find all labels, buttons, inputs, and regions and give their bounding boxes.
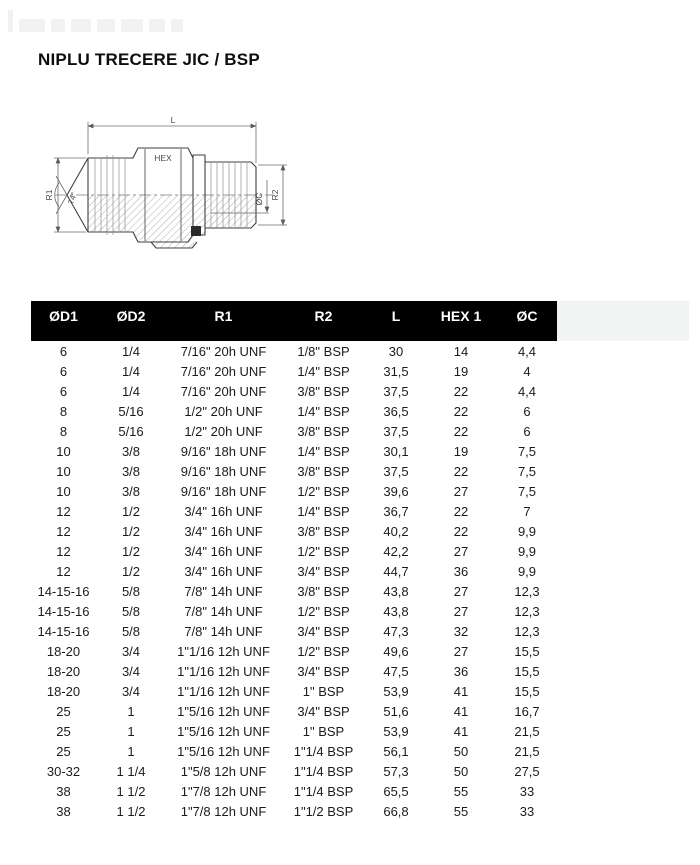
table-cell: 4 <box>523 363 531 379</box>
table-cell: 18-20 <box>46 663 81 679</box>
table-row <box>31 361 558 381</box>
table-cell: 1/4" BSP <box>297 403 350 419</box>
table-cell: 9,9 <box>517 523 537 539</box>
table-cell: 22 <box>453 403 469 419</box>
table-cell: 3/8 <box>121 443 141 459</box>
table-cell: 1"1/4 BSP <box>293 783 354 799</box>
table-row <box>31 341 558 361</box>
table-cell: 3/4" BSP <box>297 563 350 579</box>
table-cell: 10 <box>56 443 71 459</box>
table-cell: 1"1/16 12h UNF <box>177 643 270 659</box>
table-cell: 4,4 <box>517 383 537 399</box>
table-row <box>31 501 558 521</box>
table-cell: 7/8" 14h UNF <box>184 583 263 599</box>
table-cell: 36,5 <box>383 403 409 419</box>
table-cell: 14-15-16 <box>37 623 90 639</box>
watermark-logo <box>8 10 183 32</box>
table-cell: 16,7 <box>514 703 540 719</box>
table-cell: 1/4" BSP <box>297 363 350 379</box>
table-row <box>31 481 558 501</box>
table-cell: 50 <box>453 763 469 779</box>
table-cell: 27 <box>453 483 469 499</box>
table-cell: 1/4 <box>121 363 141 379</box>
table-cell: 10 <box>56 483 71 499</box>
table-cell: 6 <box>523 403 531 419</box>
table-cell: 22 <box>453 463 469 479</box>
table-cell: 22 <box>453 383 469 399</box>
table-cell: 12,3 <box>514 603 540 619</box>
dim-label-R1: R1 <box>44 189 54 201</box>
table-cell: 25 <box>56 743 71 759</box>
table-cell: 19 <box>453 363 469 379</box>
table-cell: 27 <box>453 603 469 619</box>
table-cell: 6 <box>523 423 531 439</box>
table-cell: 57,3 <box>383 763 409 779</box>
table-cell: 3/8" BSP <box>297 383 350 399</box>
table-cell: 14 <box>453 343 469 359</box>
table-cell: 12,3 <box>514 583 540 599</box>
table-cell: 3/4" BSP <box>297 623 350 639</box>
table-cell: 39,6 <box>383 483 409 499</box>
table-cell: 1"7/8 12h UNF <box>180 783 267 799</box>
table-cell: 38 <box>56 783 71 799</box>
table-cell: 55 <box>453 803 469 819</box>
table-cell: 3/4" BSP <box>297 703 350 719</box>
table-row <box>31 541 558 561</box>
table-cell: 5/8 <box>121 583 141 599</box>
table-cell: 5/8 <box>121 623 141 639</box>
table-cell: 3/8" BSP <box>297 423 350 439</box>
table-cell: 37,5 <box>383 463 409 479</box>
table-cell: 36,7 <box>383 503 409 519</box>
table-cell: 14-15-16 <box>37 603 90 619</box>
table-cell: 18-20 <box>46 683 81 699</box>
table-row <box>31 401 558 421</box>
table-cell: 1"7/8 12h UNF <box>180 803 267 819</box>
table-cell: 6 <box>59 343 68 359</box>
table-row <box>31 721 558 741</box>
table-cell: 9/16" 18h UNF <box>180 483 267 499</box>
table-cell: 1/8" BSP <box>297 343 350 359</box>
table-cell: 1"1/16 12h UNF <box>177 683 270 699</box>
table-cell: 3/4 <box>121 643 141 659</box>
table-cell: 1"1/16 12h UNF <box>177 663 270 679</box>
table-cell: 1/2" 20h UNF <box>184 403 263 419</box>
table-cell: 1/4" BSP <box>297 503 350 519</box>
table-cell: 1" BSP <box>302 723 345 739</box>
table-cell: 1/4" BSP <box>297 443 350 459</box>
table-cell: 43,8 <box>383 603 409 619</box>
table-cell: 56,1 <box>383 743 409 759</box>
table-cell: 51,6 <box>383 703 409 719</box>
table-cell: 32 <box>453 623 469 639</box>
table-cell: 1/2 <box>121 563 141 579</box>
table-cell: 25 <box>56 703 71 719</box>
dim-label-R2: R2 <box>270 189 280 201</box>
column-header: R1 <box>166 301 281 341</box>
column-header: ØD1 <box>31 301 96 341</box>
table-row <box>31 661 558 681</box>
table-cell: 37,5 <box>383 423 409 439</box>
dim-label-C: ØC <box>254 192 264 206</box>
column-header: ØD2 <box>96 301 166 341</box>
table-cell: 3/8" BSP <box>297 523 350 539</box>
table-cell: 7/16" 20h UNF <box>180 363 267 379</box>
table-cell: 12 <box>56 523 71 539</box>
table-cell: 3/8 <box>121 463 141 479</box>
table-row <box>31 621 558 641</box>
table-cell: 9,9 <box>517 563 537 579</box>
table-cell: 1/2" BSP <box>297 483 350 499</box>
table-cell: 12 <box>56 563 71 579</box>
table-cell: 1/2 <box>121 503 141 519</box>
dim-label-L: L <box>170 115 176 125</box>
table-cell: 7,5 <box>517 483 537 499</box>
table-cell: 7/16" 20h UNF <box>180 343 267 359</box>
table-cell: 6 <box>59 363 68 379</box>
table-cell: 1 1/2 <box>116 803 146 819</box>
table-cell: 47,3 <box>383 623 409 639</box>
table-cell: 9/16" 18h UNF <box>180 463 267 479</box>
table-cell: 53,9 <box>383 723 409 739</box>
technical-drawing <box>25 100 315 265</box>
table-cell: 7/16" 20h UNF <box>180 383 267 399</box>
table-cell: 1 <box>127 723 135 739</box>
table-cell: 37,5 <box>383 383 409 399</box>
table-row <box>31 641 558 661</box>
drawing-labels <box>44 115 280 205</box>
table-row <box>31 581 558 601</box>
table-cell: 12 <box>56 543 71 559</box>
table-row <box>31 701 558 721</box>
table-cell: 22 <box>453 503 469 519</box>
table-cell: 9/16" 18h UNF <box>180 443 267 459</box>
table-cell: 1/2 <box>121 523 141 539</box>
table-cell: 31,5 <box>383 363 409 379</box>
table-cell: 3/4" 16h UNF <box>184 503 263 519</box>
table-cell: 1"5/16 12h UNF <box>177 703 270 719</box>
column-header: L <box>366 301 426 341</box>
table-cell: 21,5 <box>514 723 540 739</box>
table-cell: 65,5 <box>383 783 409 799</box>
table-cell: 1/2" 20h UNF <box>184 423 263 439</box>
table-cell: 7/8" 14h UNF <box>184 603 263 619</box>
table-cell: 1"1/2 BSP <box>293 803 354 819</box>
table-cell: 25 <box>56 723 71 739</box>
table-cell: 1/4 <box>121 383 141 399</box>
table-cell: 1/2 <box>121 543 141 559</box>
table-cell: 3/4" 16h UNF <box>184 563 263 579</box>
table-cell: 3/4" 16h UNF <box>184 543 263 559</box>
column-header: ØC <box>496 301 558 341</box>
table-row <box>31 801 558 821</box>
table-cell: 3/8 <box>121 483 141 499</box>
table-cell: 8 <box>59 403 68 419</box>
table-row <box>31 741 558 761</box>
table-cell: 55 <box>453 783 469 799</box>
table-cell: 44,7 <box>383 563 409 579</box>
table-cell: 7,5 <box>517 463 537 479</box>
table-cell: 5/16 <box>118 403 144 419</box>
hex-label: HEX <box>154 153 172 163</box>
table-cell: 50 <box>453 743 469 759</box>
table-cell: 15,5 <box>514 663 540 679</box>
table-cell: 47,5 <box>383 663 409 679</box>
table-cell: 27 <box>453 543 469 559</box>
table-cell: 3/4" 16h UNF <box>184 523 263 539</box>
table-cell: 18-20 <box>46 643 81 659</box>
angle-label: 74° <box>66 191 79 206</box>
table-cell: 41 <box>453 723 469 739</box>
table-row <box>31 681 558 701</box>
table-cell: 42,2 <box>383 543 409 559</box>
table-cell: 43,8 <box>383 583 409 599</box>
table-cell: 27 <box>453 583 469 599</box>
table-cell: 1/4 <box>121 343 141 359</box>
table-cell: 1 <box>127 703 135 719</box>
table-cell: 40,2 <box>383 523 409 539</box>
table-cell: 36 <box>453 663 469 679</box>
table-cell: 1"1/4 BSP <box>293 743 354 759</box>
table-cell: 22 <box>453 523 469 539</box>
table-row <box>31 441 558 461</box>
table-cell: 41 <box>453 703 469 719</box>
table-cell: 15,5 <box>514 683 540 699</box>
spec-table-header <box>31 301 558 341</box>
table-cell: 1"5/16 12h UNF <box>177 723 270 739</box>
table-cell: 33 <box>519 783 535 799</box>
spec-table-area <box>31 301 558 821</box>
table-cell: 1 1/4 <box>116 763 146 779</box>
table-row <box>31 561 558 581</box>
table-row <box>31 781 558 801</box>
table-cell: 3/4 <box>121 683 141 699</box>
table-cell: 30 <box>388 343 404 359</box>
table-cell: 7 <box>523 503 531 519</box>
table-cell: 3/4" BSP <box>297 663 350 679</box>
table-cell: 38 <box>56 803 71 819</box>
table-cell: 1" BSP <box>302 683 345 699</box>
table-cell: 1 1/2 <box>116 783 146 799</box>
table-cell: 7,5 <box>517 443 537 459</box>
table-cell: 7/8" 14h UNF <box>184 623 263 639</box>
table-cell: 27 <box>453 643 469 659</box>
table-row <box>31 381 558 401</box>
table-cell: 1/2" BSP <box>297 643 350 659</box>
table-cell: 49,6 <box>383 643 409 659</box>
table-cell: 30,1 <box>383 443 409 459</box>
table-cell: 1/2" BSP <box>297 543 350 559</box>
table-cell: 9,9 <box>517 543 537 559</box>
spec-table <box>31 301 558 821</box>
column-header: HEX 1 <box>426 301 496 341</box>
table-cell: 3/4 <box>121 663 141 679</box>
table-row <box>31 521 558 541</box>
table-cell: 30-32 <box>46 763 81 779</box>
table-cell: 21,5 <box>514 743 540 759</box>
spec-table-body <box>31 341 558 821</box>
table-cell: 3/8" BSP <box>297 463 350 479</box>
table-cell: 1"1/4 BSP <box>293 763 354 779</box>
table-cell: 14-15-16 <box>37 583 90 599</box>
table-cell: 19 <box>453 443 469 459</box>
table-cell: 4,4 <box>517 343 537 359</box>
table-cell: 53,9 <box>383 683 409 699</box>
table-cell: 66,8 <box>383 803 409 819</box>
table-cell: 10 <box>56 463 71 479</box>
table-cell: 5/16 <box>118 423 144 439</box>
table-cell: 1"5/16 12h UNF <box>177 743 270 759</box>
table-cell: 1/2" BSP <box>297 603 350 619</box>
table-cell: 27,5 <box>514 763 540 779</box>
header-spacer <box>557 301 689 341</box>
table-cell: 6 <box>59 383 68 399</box>
table-cell: 8 <box>59 423 68 439</box>
table-row <box>31 421 558 441</box>
table-row <box>31 461 558 481</box>
table-cell: 12,3 <box>514 623 540 639</box>
column-header: R2 <box>281 301 366 341</box>
table-cell: 33 <box>519 803 535 819</box>
table-cell: 15,5 <box>514 643 540 659</box>
table-cell: 1"5/8 12h UNF <box>180 763 267 779</box>
seal-block <box>191 226 201 236</box>
table-cell: 22 <box>453 423 469 439</box>
table-cell: 12 <box>56 503 71 519</box>
table-cell: 36 <box>453 563 469 579</box>
table-row <box>31 601 558 621</box>
table-row <box>31 761 558 781</box>
page-title: NIPLU TRECERE JIC / BSP <box>38 50 260 69</box>
table-cell: 1 <box>127 743 135 759</box>
table-cell: 5/8 <box>121 603 141 619</box>
table-cell: 41 <box>453 683 469 699</box>
table-cell: 3/8" BSP <box>297 583 350 599</box>
